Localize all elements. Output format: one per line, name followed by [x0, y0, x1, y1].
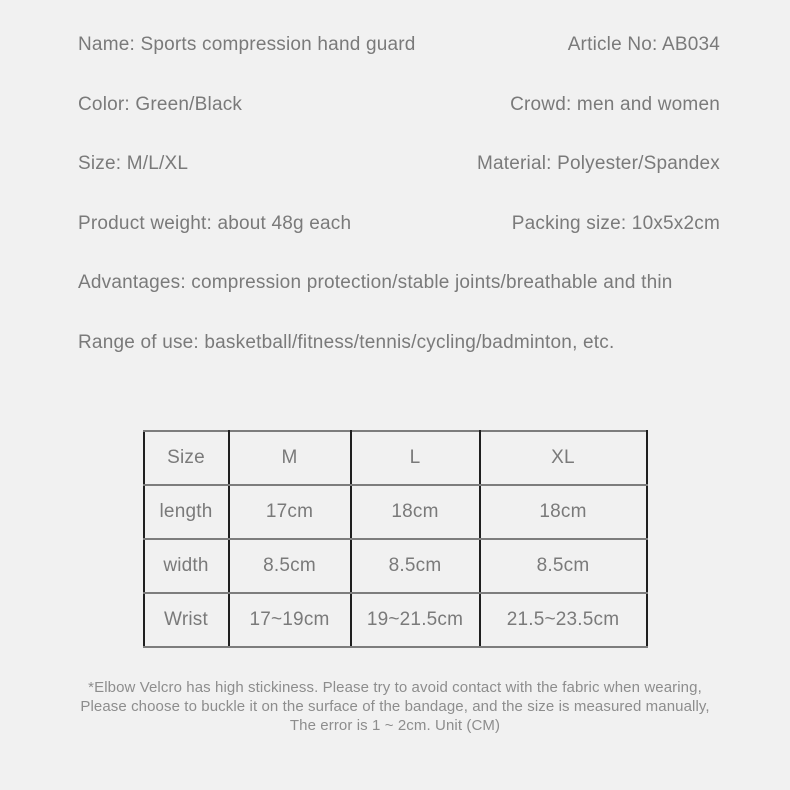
cell-width-m: 8.5cm	[229, 539, 351, 593]
row-label-length: length	[144, 485, 229, 539]
advantages-text: Advantages: compression protection/stable joints/breathable and thin	[78, 272, 673, 293]
size-text: Size: M/L/XL	[78, 153, 189, 174]
cell-wrist-m: 17~19cm	[229, 593, 351, 647]
cell-length-m: 17cm	[229, 485, 351, 539]
product-info-list	[0, 0, 790, 392]
cell-length-xl: 18cm	[480, 485, 647, 539]
article-no-text: Article No: AB034	[567, 34, 720, 55]
range-of-use-text: Range of use: basketball/fitness/tennis/cycling/badminton, etc.	[78, 331, 615, 353]
velcro-disclaimer-note	[0, 678, 790, 736]
material-text: Material: Polyester/Spandex	[476, 153, 720, 174]
size-table-row-wrist	[144, 593, 647, 647]
color-text: Color: Green/Black	[78, 93, 243, 115]
info-row-advantages	[0, 273, 790, 333]
row-label-wrist: Wrist	[144, 593, 229, 647]
crowd-text: Crowd: men and women	[510, 93, 720, 115]
cell-wrist-xl: 21.5~23.5cm	[480, 593, 647, 647]
cell-width-l: 8.5cm	[351, 539, 480, 593]
row-label-width: width	[144, 539, 229, 593]
cell-wrist-l: 19~21.5cm	[351, 593, 480, 647]
packing-size-text: Packing size: 10x5x2cm	[511, 212, 720, 234]
product-name-text: Name: Sports compression hand guard	[78, 34, 416, 55]
size-chart-table	[143, 430, 648, 648]
size-table-header-row	[144, 431, 647, 485]
disclaimer-line-2: Please choose to buckle it on the surface of the bandage, and the size is measured manually,	[80, 698, 710, 716]
disclaimer-line-3: The error is 1 ~ 2cm. Unit (CM)	[289, 717, 501, 735]
header-cell-m: M	[229, 431, 351, 485]
info-row-color-crowd	[0, 95, 790, 155]
size-table-row-length	[144, 485, 647, 539]
info-row-name-article	[0, 35, 790, 95]
info-row-weight-packing	[0, 214, 790, 274]
cell-width-xl: 8.5cm	[480, 539, 647, 593]
disclaimer-line-1: *Elbow Velcro has high stickiness. Please try to avoid contact with the fabric when wearing,	[88, 679, 702, 696]
header-cell-l: L	[351, 431, 480, 485]
info-row-size-material	[0, 154, 790, 214]
cell-length-l: 18cm	[351, 485, 480, 539]
size-table-row-width	[144, 539, 647, 593]
product-weight-text: Product weight: about 48g each	[78, 212, 352, 234]
info-row-range-of-use	[0, 333, 790, 393]
header-cell-size: Size	[144, 431, 229, 485]
header-cell-xl: XL	[480, 431, 647, 485]
